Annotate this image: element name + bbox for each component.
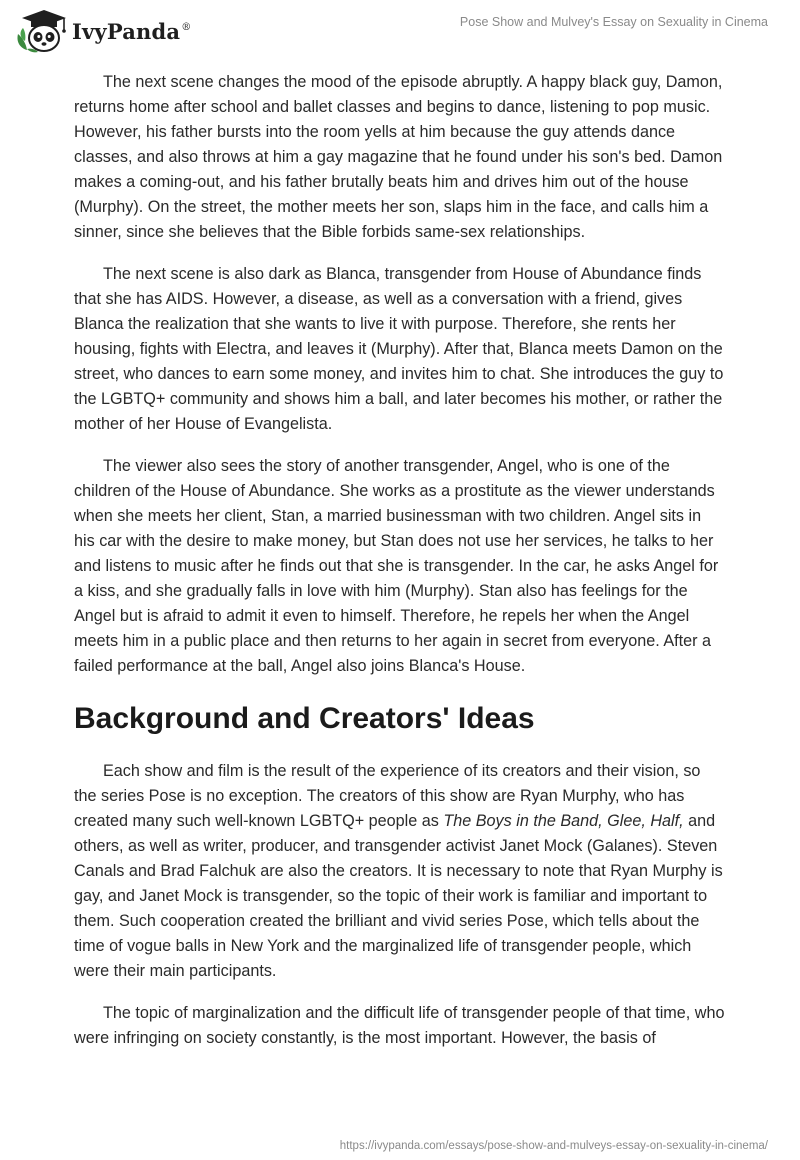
panda-graduation-cap-icon <box>14 8 68 54</box>
registered-mark: ® <box>181 21 192 33</box>
paragraph-3: The viewer also sees the story of another transgender, Angel, who is one of the children of the House of Abundance. She works as a prostitute as the viewer understands when she meets her client, Stan, a married businessman with two children. Angel sits in his car with the desire to make money, but Stan does not use her services, he talks to her and listens to music after he finds out that she is transgender. In the car, he asks Angel for a kiss, and she gradually falls in love with him (Murphy). Stan also has feelings for the Angel but is afraid to admit it even to himself. Therefore, he repels her when the Angel meets him in a public place and then returns to her again in secret from everyone. After a failed performance at the ball, Angel also joins Blanca's House. <box>74 457 719 675</box>
brand-name: IvyPanda® <box>72 18 192 44</box>
paragraph-4 <box>74 759 726 984</box>
paragraph-2: The next scene is also dark as Blanca, transgender from House of Abundance finds that she has AIDS. However, a disease, as well as a conversation with a friend, gives Blanca the realization that she wants to live it with purpose. Therefore, she rents her housing, fights with Electra, and leaves it (Murphy). After that, Blanca meets Damon on the street, who dances to earn some money, and invites him to chat. She introduces the guy to the LGBTQ+ community and shows him a ball, and later becomes his mother, or rather the mother of her House of Evangelista. <box>74 265 724 433</box>
paragraph-4-text-b: and others, as well as writer, producer, and transgender activist Janet Mock (Galanes). Steven Canals and Brad Falchuk are also the creators. It is necessary to note that Ryan Murphy is gay, and Janet Mock is transgender, so the topic of their work is familiar and important to them. Such cooperation created the brilliant and vivid series Pose, which tells about the time of vogue balls in New York and the marginalized life of transgender people, which were their main participants. <box>74 812 723 980</box>
ivypanda-logo[interactable] <box>14 8 191 54</box>
paragraph-4-text-a: Each show and film is the result of the experience of its creators and their vision, so the series Pose is no exception. The creators of this show are Ryan Murphy, who has created many such well-known LGBTQ+ people as <box>74 762 701 830</box>
section-heading: Background and Creators' Ideas <box>74 702 535 735</box>
paragraph-1: The next scene changes the mood of the episode abruptly. A happy black guy, Damon, returns home after school and ballet classes and begins to dance, listening to pop music. However, his father bursts into the room yells at him because the guy attends dance classes, and also throws at him a gay magazine that he found under his son's bed. Damon makes a coming-out, and his father brutally beats him and drives him out of the house (Murphy). On the street, the mother meets her son, slaps him in the face, and calls him a sinner, since she believes that the Bible forbids same-sex relationships. <box>74 73 723 241</box>
article-body <box>74 70 726 1068</box>
works-titles: The Boys in the Band, Glee, Half, <box>443 812 684 830</box>
page-header <box>0 0 800 60</box>
paragraph-5: The topic of marginalization and the difficult life of transgender people of that time, who were infringing on society constantly, is the most important. However, the basis of <box>74 1004 725 1047</box>
source-url[interactable]: https://ivypanda.com/essays/pose-show-and-mulveys-essay-on-sexuality-in-cinema/ <box>339 1140 768 1152</box>
document-title: Pose Show and Mulvey's Essay on Sexuality in Cinema <box>459 15 768 29</box>
